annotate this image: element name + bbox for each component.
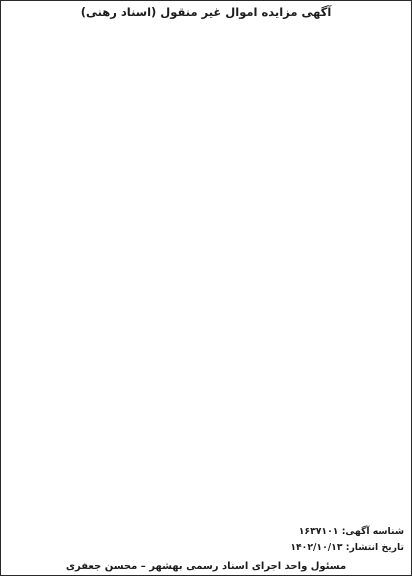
body-line: [8, 50, 404, 64]
body-line: [8, 64, 404, 78]
body-line: [8, 21, 404, 35]
body-line: [8, 366, 404, 380]
body-line: [8, 424, 404, 438]
body-line: [8, 410, 404, 424]
body-line: [8, 266, 404, 280]
body-line: [8, 381, 404, 395]
body-line: [8, 510, 404, 524]
body-line: [8, 93, 404, 107]
body-line: [8, 395, 404, 409]
body-line: [8, 107, 404, 121]
body-line: [8, 453, 404, 467]
body-line: [8, 251, 404, 265]
body-line: [8, 338, 404, 352]
body-line: [8, 352, 404, 366]
body-line: [8, 122, 404, 136]
body-line: [8, 482, 404, 496]
body-line: [8, 208, 404, 222]
body-line: [8, 136, 404, 150]
body-line: [8, 35, 404, 49]
body-line: [8, 237, 404, 251]
body-line: [8, 194, 404, 208]
body-line: [8, 222, 404, 236]
body-line: [8, 438, 404, 452]
body-line: [8, 294, 404, 308]
publish-date-line: تاریخ انتشار: ۱۴۰۲/۱۰/۱۳: [290, 542, 404, 554]
body-line: [8, 309, 404, 323]
body-line: [8, 79, 404, 93]
notice-body: [8, 21, 404, 525]
body-line: [8, 165, 404, 179]
notice-title: آگهی مزایده اموال غیر منقول (اسناد رهنی): [80, 5, 332, 19]
signature-line: مسئول واحد اجرای اسناد رسمی بهشهر – محسن جعفری: [65, 561, 347, 573]
body-line: [8, 179, 404, 193]
body-line: [8, 496, 404, 510]
body-line: [8, 280, 404, 294]
body-line: [8, 467, 404, 481]
body-line: [8, 151, 404, 165]
notice-id-line: شناسه آگهی: ۱۶۳۷۱۰۱: [298, 525, 404, 537]
body-line: [8, 323, 404, 337]
